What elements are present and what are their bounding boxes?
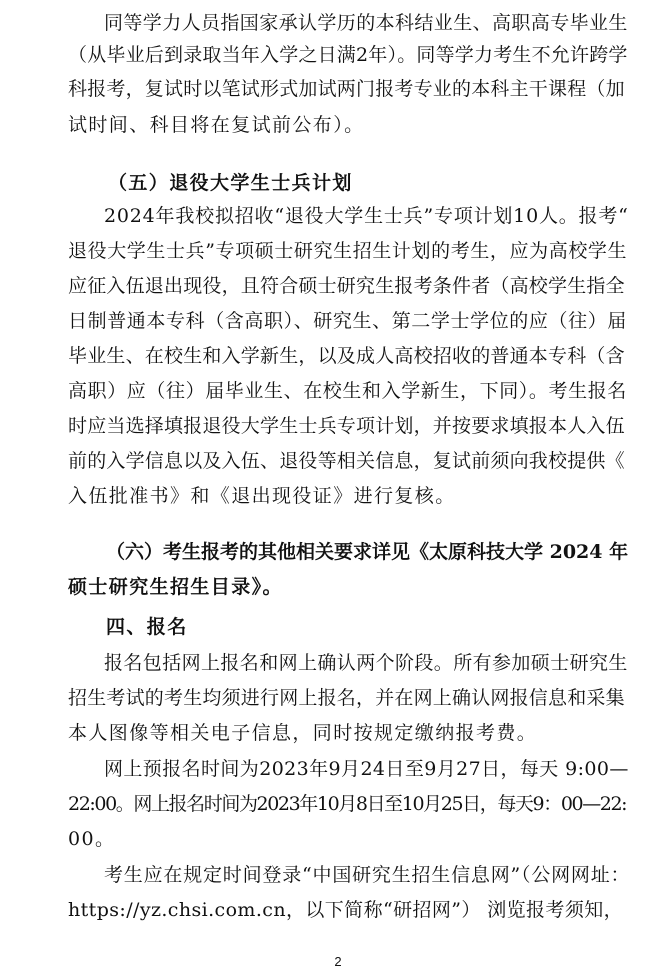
para-veteran-line-9: 入伍批准书》和《退出现役证》进行复核。	[68, 485, 456, 507]
page-number: 2	[334, 954, 342, 969]
para-veteran-line-2: 退役大学生士兵”专项硕士研究生招生计划的考生，应为高校学生	[68, 240, 628, 262]
section-6-heading-line-2: 硕士研究生招生目录》。	[68, 576, 283, 598]
section-5-heading: （五）退役大学生士兵计划	[108, 172, 353, 194]
para-site-line-1: 考生应在规定时间登录“中国研究生招生信息网”（公网网址：	[104, 864, 631, 886]
para-registration-line-3: 本人图像等相关电子信息，同时按规定缴纳报考费。	[68, 722, 538, 744]
para-registration-line-2: 招生考试的考生均须进行网上报名，并在网上确认网报信息和采集	[68, 687, 625, 709]
para-equivalent-line-4: 试时间、科目将在复试前公布）。	[68, 114, 365, 136]
para-site-line-2: https://yz.chsi.com.cn，以下简称“研招网”） 浏览报考须知，	[68, 899, 624, 921]
para-time-line-1: 网上预报名时间为2023年9月24日至9月27日，每天 9:00—	[104, 758, 629, 780]
para-veteran-line-6: 高职）应（往）届毕业生、在校生和入学新生，下同）。考生报名	[68, 380, 627, 402]
para-time-line-2: 22:00。网上报名时间为2023年10月8日至10月25日，每天9：00—22:	[68, 793, 627, 815]
para-registration-line-1: 报名包括网上报名和网上确认两个阶段。所有参加硕士研究生	[104, 652, 628, 674]
section-4-heading: 四、报名	[106, 616, 188, 638]
para-veteran-line-1: 2024年我校拟招收“退役大学生士兵”专项计划10人。报考“	[104, 205, 629, 227]
para-veteran-line-3: 应征入伍退出现役，且符合硕士研究生报考条件者（高校学生指全	[68, 275, 625, 297]
para-time-line-3: 00。	[68, 828, 116, 850]
section-6-heading-line-1: （六）考生报考的其他相关要求详见《太原科技大学 2024 年	[106, 541, 629, 563]
para-veteran-line-7: 时应当选择填报退役大学生士兵专项计划，并按要求填报本人入伍	[68, 415, 625, 437]
para-veteran-line-8: 前的入学信息以及入伍、退役等相关信息，复试前须向我校提供《	[68, 450, 625, 472]
para-equivalent-line-3: 科报考，复试时以笔试形式加试两门报考专业的本科主干课程（加	[68, 78, 625, 100]
para-veteran-line-4: 日制普通本专科（含高职）、研究生、第二学士学位的应（往）届	[68, 310, 627, 332]
para-equivalent-line-1: 同等学力人员指国家承认学历的本科结业生、高职高专毕业生	[104, 12, 628, 34]
para-veteran-line-5: 毕业生、在校生和入学新生，以及成人高校招收的普通本专科（含	[68, 345, 625, 367]
para-equivalent-line-2: （从毕业后到录取当年入学之日满2年）。同等学力考生不允许跨学	[68, 44, 628, 66]
